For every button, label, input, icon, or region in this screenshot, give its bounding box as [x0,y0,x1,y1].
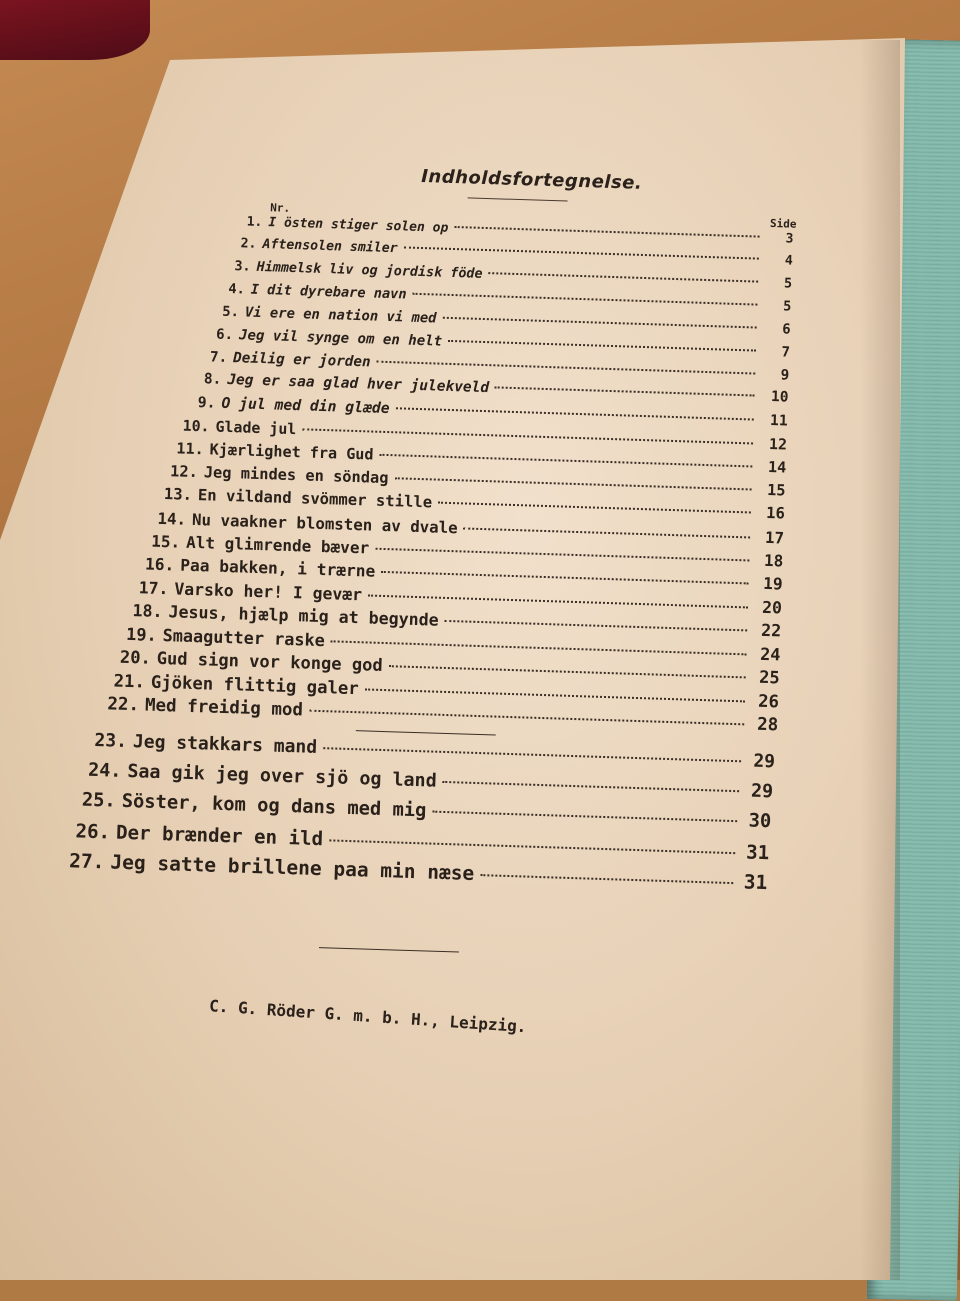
dot-leader [448,340,756,352]
toc-entry-page: 29 [750,780,774,803]
toc-entry-title: Der brænder en ild [115,820,324,851]
toc-entry-page: 7 [781,344,791,361]
toc-entry-number: 14. [157,508,187,529]
toc-entry-number: 8. [203,371,222,389]
toc-entry-page: 16 [765,504,786,523]
toc-entry-title: Paa bakken, i trærne [180,555,376,581]
toc-entry-page: 22 [760,620,782,641]
toc-entry-number: 10. [182,416,210,436]
toc-entry-title: Vi ere en nation vi med [244,304,437,327]
dot-leader [389,665,746,678]
toc-entry-page: 11 [769,412,789,430]
toc-entry-number: 6. [215,326,234,343]
dot-leader [438,502,751,514]
dot-leader [432,811,737,823]
toc-entry-title: En vildand svömmer stille [197,486,433,512]
toc-entry-number: 27. [68,849,105,874]
toc-entry-title: Jesus, hjælp mig at begynde [168,602,439,630]
dot-leader [331,641,747,656]
dot-leader [454,226,759,238]
toc-entry-page: 4 [784,253,794,270]
dot-leader [464,527,750,538]
toc-entry-number: 9. [197,394,216,412]
toc-entry-page: 28 [756,715,779,736]
toc-entry-number: 25. [81,789,117,812]
dot-leader [495,387,754,397]
toc-entry-page: 31 [743,870,768,895]
dot-leader [381,571,748,585]
toc-entry-title: O jul med din glæde [221,395,390,418]
toc-entry-page: 25 [758,667,780,689]
toc-entry-number: 23. [94,729,128,752]
toc-entry-page: 10 [770,389,789,406]
toc-entry-title: Saa gik jeg over sjö og land [127,761,438,792]
printer-imprint: C. G. Röder G. m. b. H., Leipzig. [208,996,528,1037]
dot-leader [365,688,745,702]
toc-entry-number: 16. [144,554,175,575]
dot-leader [375,547,749,561]
toc-entry-number: 17. [138,577,169,598]
toc-entry-title: Alt glimrende bæver [185,532,370,558]
end-divider [319,947,459,952]
toc-entry-number: 19. [125,624,157,646]
dot-leader [396,407,754,420]
toc-entry-title: Jeg stakkars mand [132,731,318,758]
toc-entry-number: 22. [107,694,140,716]
toc-entry-page: 18 [763,550,784,571]
heading-rule [468,197,568,201]
dot-leader [329,839,735,854]
toc-entry-page: 9 [780,366,790,384]
dot-leader [480,874,733,884]
dot-leader [443,317,757,329]
toc-entry-page: 3 [785,231,794,247]
toc-entry-page: 12 [768,435,788,454]
toc-entry-title: Himmelsk liv og jordisk föde [256,259,483,282]
toc-entry-number: 11. [176,439,204,459]
toc-entry-number: 4. [228,281,246,298]
toc-entry-title: Glade jul [215,417,297,439]
dot-leader [443,781,739,792]
toc-entry-page: 5 [782,298,792,316]
toc-entry-title: Kjærlighet fra Gud [209,440,374,464]
toc-entry-number: 1. [246,214,263,230]
toc-entry-page: 14 [767,458,787,477]
toc-entry-title: Med freidig mod [144,695,304,721]
toc-entry-title: Jeg mindes en söndag [203,463,389,488]
toc-entry-title: I dit dyrebare navn [250,282,407,304]
toc-entry-number: 7. [209,348,228,366]
toc-entry-page: 6 [782,321,791,338]
toc-entry-title: Varsko her! I gevær [174,578,363,604]
toc-entry-title: Jeg satte brillene paa min næse [110,850,475,885]
toc-entry-title: Gjöken flittig galer [150,672,359,699]
toc-entry-page: 19 [762,574,783,594]
dot-leader [323,747,741,762]
number-column-label: Nr. [270,201,291,215]
page-column-label: Side [769,216,797,231]
toc-entry-page: 17 [764,527,785,548]
dot-leader [309,710,744,726]
toc-entry-title: Gud sign vor konge god [156,648,383,677]
dot-leader [394,477,751,490]
toc-entry-page: 30 [748,810,772,833]
dot-leader [368,594,748,608]
toc-entry-number: 15. [151,531,181,552]
toc-entry-title: Smaagutter raske [162,625,326,651]
toc-entry-page: 5 [783,276,793,292]
toc-entry-title: Deilig er jorden [232,349,371,370]
dot-leader [445,620,748,632]
toc-entry-number: 21. [113,671,146,693]
toc-entry-number: 24. [87,759,122,782]
toc-entry-number: 20. [119,647,152,669]
toc-entry-number: 13. [163,485,193,505]
toc-entry-number: 26. [75,819,111,844]
toc-entry-title: Aftensolen smiler [262,237,398,257]
toc-entry-title: Jeg vil synge om en helt [238,327,443,350]
toc-entry-title: Nu vaakner blomsten av dvale [191,509,459,537]
toc-entry-page: 24 [759,644,781,665]
toc-entry-number: 18. [132,601,163,621]
toc-heading: Indholdsfortegnelse. [420,165,643,194]
dot-leader [380,454,753,468]
toc-entry-page: 20 [761,597,783,617]
toc-entry-number: 3. [234,259,251,275]
toc-entry-page: 26 [757,691,780,713]
toc-entry-number: 5. [222,303,240,321]
dot-leader [489,272,759,282]
section-divider [356,730,496,735]
toc-entry-number: 2. [240,236,257,253]
toc-entry-page: 31 [745,840,770,865]
toc-entry-page: 29 [753,750,776,773]
toc-entry-number: 12. [169,462,199,482]
toc-entry-page: 15 [766,481,786,500]
toc-entry-title: Söster, kom og dans med mig [121,790,427,822]
toc-entry-title: I östen stiger solen op [268,215,449,236]
toc-entry-title: Jeg er saa glad hver julekveld [227,372,490,397]
